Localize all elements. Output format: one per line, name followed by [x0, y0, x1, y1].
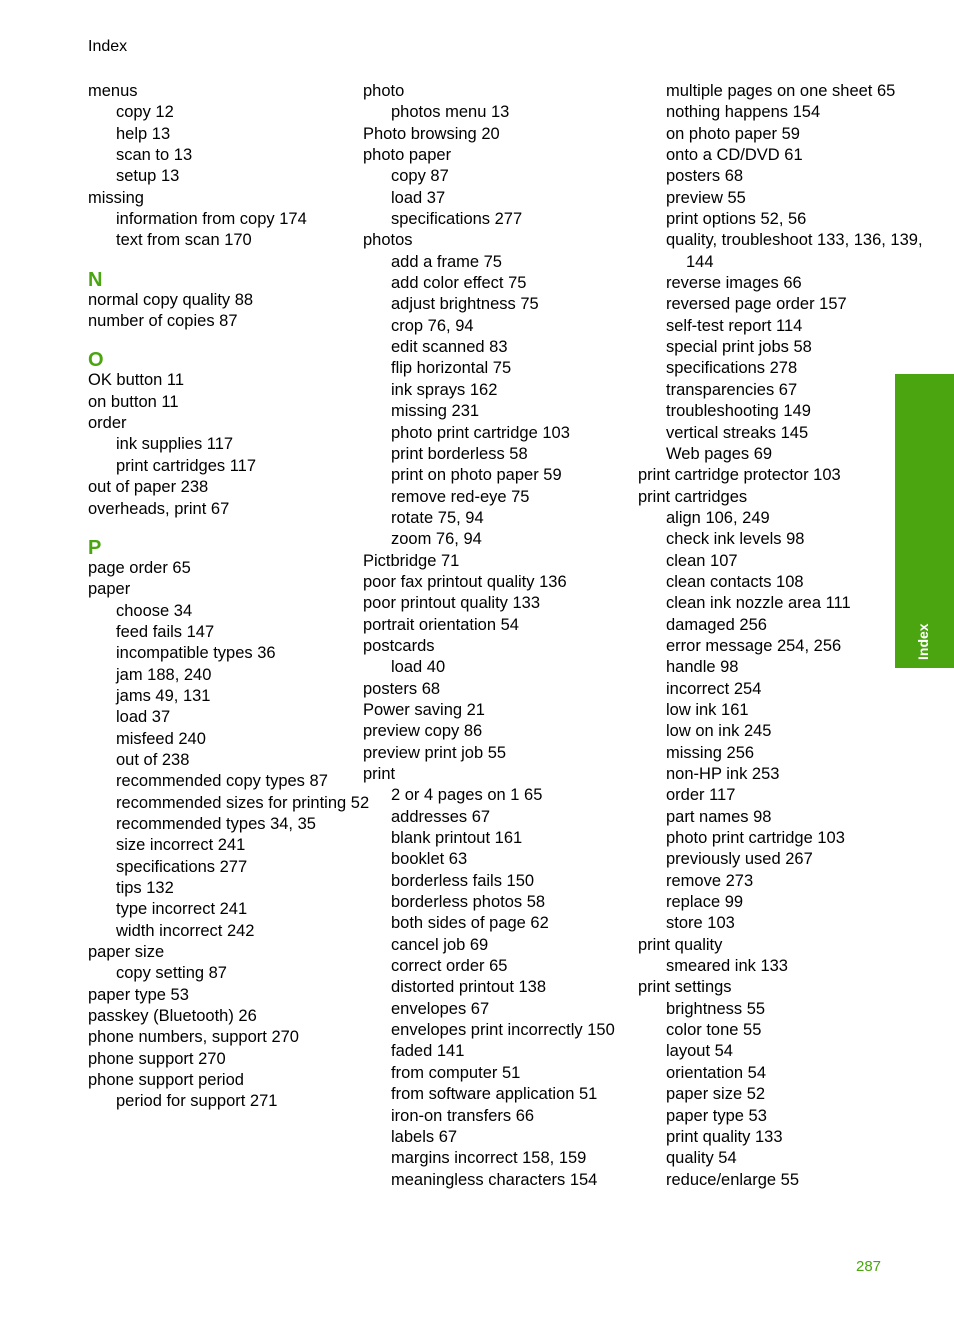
index-entry: print cartridges — [638, 487, 748, 506]
index-subentry: labels 67 — [391, 1127, 458, 1146]
index-subentry: from software application 51 — [391, 1085, 598, 1104]
index-entry: paper size — [88, 943, 165, 962]
index-subentry: remove red-eye 75 — [391, 487, 530, 506]
index-entry: poor fax printout quality 136 — [363, 572, 567, 591]
index-subentry: error message 254, 256 — [666, 636, 842, 655]
index-subentry: reversed page order 157 — [666, 295, 847, 314]
index-subentry: on photo paper 59 — [666, 124, 800, 143]
index-subentry: incompatible types 36 — [116, 644, 276, 663]
index-subentry: borderless fails 150 — [391, 871, 535, 890]
index-subentry: correct order 65 — [391, 957, 508, 976]
index-subentry: paper size 52 — [666, 1085, 766, 1104]
index-subentry: distorted printout 138 — [391, 978, 547, 997]
index-entry: normal copy quality 88 — [88, 290, 254, 309]
index-subentry: ink sprays 162 — [391, 380, 498, 399]
index-subentry: copy 12 — [116, 103, 174, 122]
index-subentry: color tone 55 — [666, 1021, 762, 1040]
index-subentry: width incorrect 242 — [116, 921, 255, 940]
index-entry: on button 11 — [88, 392, 179, 411]
index-subentry: zoom 76, 94 — [391, 530, 482, 549]
index-subentry: copy 87 — [391, 167, 449, 186]
index-entry: OK button 11 — [88, 371, 185, 390]
index-entry: page order 65 — [88, 558, 191, 577]
index-subentry: envelopes 67 — [391, 999, 490, 1018]
side-tab-label: Index — [914, 623, 931, 660]
index-entry: out of paper 238 — [88, 478, 209, 497]
index-subentry: iron-on transfers 66 — [391, 1106, 535, 1125]
index-entry: phone support 270 — [88, 1049, 226, 1068]
index-subentry: feed fails 147 — [116, 622, 215, 641]
index-subentry: Web pages 69 — [666, 444, 773, 463]
index-subentry: low on ink 245 — [666, 722, 772, 741]
index-subentry: cancel job 69 — [391, 935, 489, 954]
index-entry: portrait orientation 54 — [363, 615, 519, 634]
page-number: 287 — [856, 1258, 882, 1275]
index-subentry: both sides of page 62 — [391, 914, 549, 933]
index-subentry: brightness 55 — [666, 999, 766, 1018]
index-subentry: type incorrect 241 — [116, 900, 248, 919]
index-entry: print settings — [638, 978, 732, 997]
index-subentry: print cartridges 117 — [116, 456, 257, 475]
index-subentry: transparencies 67 — [666, 380, 798, 399]
index-entry: print cartridge protector 103 — [638, 466, 841, 485]
section-letter: N — [88, 268, 103, 291]
index-subentry: smeared ink 133 — [666, 957, 788, 976]
index-entry: preview copy 86 — [363, 722, 483, 741]
index-subentry: nothing happens 154 — [666, 103, 821, 122]
index-subentry: specifications 277 — [116, 857, 248, 876]
index-entry: postcards — [363, 636, 435, 655]
section-letter: P — [88, 536, 102, 559]
index-subentry: layout 54 — [666, 1042, 733, 1061]
index-subentry: preview 55 — [666, 188, 746, 207]
index-subentry: load 37 — [391, 188, 446, 207]
index-entry: number of copies 87 — [88, 312, 238, 331]
index-entry: missing — [88, 188, 144, 207]
index-subentry: print borderless 58 — [391, 444, 528, 463]
index-subentry: print quality 133 — [666, 1127, 783, 1146]
index-subentry: tips 132 — [116, 879, 174, 897]
index-entry: preview print job 55 — [363, 743, 507, 762]
index-subentry: vertical streaks 145 — [666, 423, 809, 442]
index-subentry: quality, troubleshoot 133, 136, 139, 144 — [666, 231, 923, 271]
index-subentry: troubleshooting 149 — [666, 402, 811, 421]
index-subentry: rotate 75, 94 — [391, 508, 484, 527]
index-entry: paper — [88, 580, 131, 599]
index-subentry: low ink 161 — [666, 700, 749, 719]
index-subentry: damaged 256 — [666, 615, 767, 634]
index-subentry: specifications 278 — [666, 359, 798, 378]
index-subentry: reduce/enlarge 55 — [666, 1170, 800, 1189]
index-column-1 — [88, 81, 370, 1113]
index-entry: print quality — [638, 935, 723, 954]
index-subentry: non-HP ink 253 — [666, 765, 780, 783]
index-entry: menus — [88, 82, 138, 100]
index-subentry: special print jobs 58 — [666, 338, 812, 357]
index-subentry: borderless photos 58 — [391, 893, 546, 912]
index-subentry: copy setting 87 — [116, 964, 227, 983]
running-head: Index — [88, 38, 128, 55]
index-subentry: help 13 — [116, 124, 171, 143]
index-subentry: period for support 271 — [116, 1092, 278, 1111]
index-subentry: add a frame 75 — [391, 252, 502, 271]
index-subentry: out of 238 — [116, 750, 190, 769]
index-subentry: check ink levels 98 — [666, 530, 805, 549]
index-entry: phone numbers, support 270 — [88, 1028, 299, 1047]
index-entry: phone support period — [88, 1071, 244, 1090]
index-subentry: multiple pages on one sheet 65 — [666, 82, 896, 100]
index-subentry: photos menu 13 — [391, 103, 510, 122]
index-subentry: missing 256 — [666, 743, 755, 762]
index-subentry: edit scanned 83 — [391, 338, 508, 357]
index-column-2 — [363, 81, 633, 1191]
index-subentry: 2 or 4 pages on 1 65 — [391, 786, 543, 805]
index-entry: Photo browsing 20 — [363, 124, 500, 143]
index-subentry: self-test report 114 — [666, 316, 803, 335]
index-entry: photo paper — [363, 146, 452, 165]
index-subentry: jam 188, 240 — [116, 665, 212, 684]
index-entry: Pictbridge 71 — [363, 551, 460, 570]
index-subentry: clean 107 — [666, 551, 738, 570]
index-subentry: crop 76, 94 — [391, 316, 474, 335]
index-side-tab — [895, 374, 954, 668]
index-subentry: clean ink nozzle area 111 — [666, 594, 851, 613]
index-subentry: margins incorrect 158, 159 — [391, 1149, 587, 1168]
index-subentry: booklet 63 — [391, 850, 468, 869]
index-subentry: flip horizontal 75 — [391, 359, 512, 378]
index-subentry: ink supplies 117 — [116, 435, 234, 454]
index-subentry: recommended copy types 87 — [116, 772, 328, 791]
index-subentry: part names 98 — [666, 807, 772, 826]
index-subentry: recommended types 34, 35 — [116, 814, 316, 833]
index-subentry: choose 34 — [116, 601, 193, 620]
index-subentry: size incorrect 241 — [116, 836, 246, 855]
index-subentry: orientation 54 — [666, 1063, 766, 1082]
section-letter: O — [88, 349, 104, 372]
index-subentry: photo print cartridge 103 — [666, 829, 845, 848]
index-subentry: information from copy 174 — [116, 210, 307, 229]
index-subentry: align 106, 249 — [666, 508, 770, 527]
index-subentry: order 117 — [666, 786, 736, 805]
index-subentry: meaningless characters 154 — [391, 1170, 598, 1189]
index-subentry: envelopes print incorrectly 150 — [391, 1021, 615, 1040]
index-subentry: specifications 277 — [391, 210, 523, 229]
index-subentry: incorrect 254 — [666, 679, 762, 698]
index-subentry: reverse images 66 — [666, 274, 802, 293]
index-subentry: handle 98 — [666, 658, 739, 677]
index-entry: Power saving 21 — [363, 700, 485, 719]
index-subentry: missing 231 — [391, 402, 480, 421]
index-subentry: faded 141 — [391, 1042, 465, 1061]
index-subentry: adjust brightness 75 — [391, 295, 539, 314]
index-entry: passkey (Bluetooth) 26 — [88, 1007, 257, 1026]
index-subentry: print on photo paper 59 — [391, 466, 562, 485]
index-entry: poor printout quality 133 — [363, 594, 541, 613]
index-subentry: quality 54 — [666, 1149, 737, 1168]
index-subentry: load 40 — [391, 658, 446, 677]
index-subentry: previously used 267 — [666, 850, 813, 869]
index-subentry: scan to 13 — [116, 146, 193, 165]
index-subentry: add color effect 75 — [391, 274, 527, 293]
index-subentry: text from scan 170 — [116, 231, 252, 250]
index-subentry: posters 68 — [666, 167, 744, 186]
index-entry: paper type 53 — [88, 985, 189, 1004]
index-entry: overheads, print 67 — [88, 499, 230, 518]
index-entry: order — [88, 414, 127, 433]
index-subentry: blank printout 161 — [391, 829, 523, 848]
index-subentry: onto a CD/DVD 61 — [666, 146, 803, 165]
index-entry: photos — [363, 231, 413, 250]
index-subentry: addresses 67 — [391, 807, 491, 826]
index-subentry: load 37 — [116, 708, 171, 727]
index-subentry: setup 13 — [116, 167, 180, 186]
index-subentry: print options 52, 56 — [666, 210, 807, 229]
index-subentry: misfeed 240 — [116, 729, 206, 748]
index-subentry: replace 99 — [666, 893, 744, 912]
index-entry: print — [363, 765, 396, 783]
index-subentry: photo print cartridge 103 — [391, 423, 570, 442]
index-subentry: jams 49, 131 — [116, 686, 211, 705]
index-subentry: clean contacts 108 — [666, 572, 804, 591]
index-subentry: remove 273 — [666, 871, 754, 890]
index-subentry: recommended sizes for printing 52 — [116, 793, 370, 812]
index-subentry: store 103 — [666, 914, 735, 933]
index-entry: posters 68 — [363, 679, 441, 698]
index-subentry: paper type 53 — [666, 1106, 767, 1125]
index-entry: photo — [363, 82, 405, 100]
index-subentry: from computer 51 — [391, 1063, 521, 1082]
